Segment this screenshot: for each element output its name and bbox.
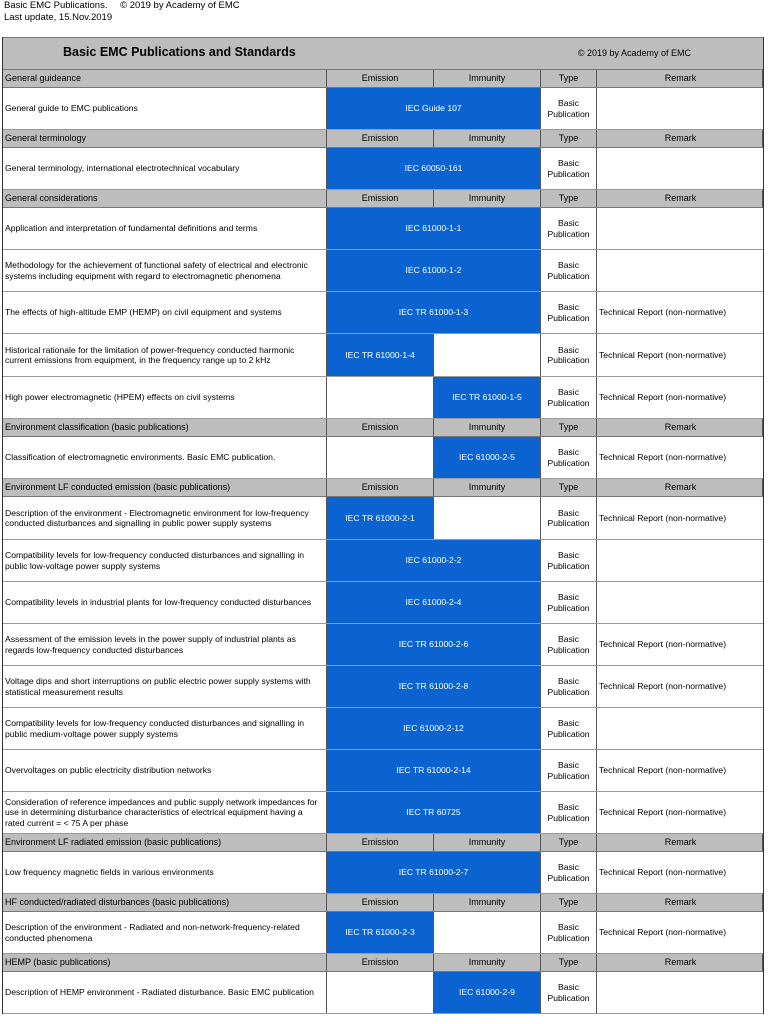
type-cell: Basic Publication xyxy=(541,792,597,833)
standard-cell-emission: IEC TR 61000-2-3 xyxy=(327,912,434,953)
column-header-type: Type xyxy=(541,419,597,436)
remark-cell: Technical Report (non-normative) xyxy=(599,307,727,318)
table-row xyxy=(3,377,763,419)
standard-cell: IEC TR 61000-1-3 xyxy=(327,292,541,333)
column-header-remark: Remark xyxy=(597,130,763,147)
type-cell: Basic Publication xyxy=(541,750,597,791)
title-copyright: © 2019 by Academy of EMC xyxy=(577,48,691,58)
type-cell: Basic Publication xyxy=(541,972,597,1013)
column-header-immunity: Immunity xyxy=(434,894,541,911)
column-header-remark: Remark xyxy=(597,894,763,911)
meta-last-update: Last update, 15.Nov.2019 xyxy=(4,12,113,23)
row-description: Description of the environment - Electromagnetic environment for low-frequency conducted disturbances and signalling in public power supply systems xyxy=(3,497,327,539)
row-description: General guide to EMC publications xyxy=(3,88,327,129)
remark-cell xyxy=(597,88,763,129)
row-description: Compatibility levels in industrial plants for low-frequency conducted disturbances xyxy=(3,582,327,623)
row-description: Compatibility levels for low-frequency conducted disturbances and signalling in public medium-voltage power supply systems xyxy=(3,708,327,749)
document-meta xyxy=(4,0,250,24)
table-row xyxy=(3,208,763,250)
remark-cell: Technical Report (non-normative) xyxy=(599,452,727,463)
row-description: Consideration of reference impedances and public supply network impedances for use in determining disturbance characteristics of electrical equipment having a rated current = < 75 A per phase xyxy=(3,792,327,833)
column-header-emission: Emission xyxy=(327,834,434,851)
table-row xyxy=(3,540,763,582)
remark-cell xyxy=(597,148,763,189)
type-cell: Basic Publication xyxy=(541,624,597,665)
remark-cell: Technical Report (non-normative) xyxy=(599,681,727,692)
type-cell: Basic Publication xyxy=(541,250,597,291)
empty-emission-cell xyxy=(327,437,434,478)
table-row xyxy=(3,292,763,334)
column-header-emission: Emission xyxy=(327,894,434,911)
table-row xyxy=(3,666,763,708)
row-description: Description of HEMP environment - Radiated disturbance. Basic EMC publication xyxy=(3,972,327,1013)
standard-cell-emission: IEC TR 61000-1-4 xyxy=(327,334,434,376)
column-header-remark: Remark xyxy=(597,70,763,87)
column-header-immunity: Immunity xyxy=(434,954,541,971)
column-header-type: Type xyxy=(541,954,597,971)
table-row xyxy=(3,792,763,834)
row-description: High power electromagnetic (HPEM) effects on civil systems xyxy=(3,377,327,418)
remark-cell: Technical Report (non-normative) xyxy=(599,392,727,403)
standard-cell: IEC 61000-2-4 xyxy=(327,582,541,623)
column-header-immunity: Immunity xyxy=(434,479,541,496)
type-cell: Basic Publication xyxy=(541,148,597,189)
section-header xyxy=(3,70,763,88)
section-title: General guideance xyxy=(3,70,327,87)
standard-cell: IEC TR 61000-2-7 xyxy=(327,852,541,893)
remark-cell: Technical Report (non-normative) xyxy=(599,807,727,818)
table-row xyxy=(3,334,763,377)
column-header-remark: Remark xyxy=(597,479,763,496)
table-row xyxy=(3,250,763,292)
standard-cell: IEC 61000-2-12 xyxy=(327,708,541,749)
row-description: General terminology, international electrotechnical vocabulary xyxy=(3,148,327,189)
publications-table xyxy=(2,37,764,1014)
table-row xyxy=(3,88,763,130)
type-cell: Basic Publication xyxy=(541,377,597,418)
type-cell: Basic Publication xyxy=(541,208,597,249)
row-description: Classification of electromagnetic environments. Basic EMC publication. xyxy=(3,437,327,478)
standard-cell: IEC TR 61000-2-8 xyxy=(327,666,541,707)
table-row xyxy=(3,912,763,954)
column-header-emission: Emission xyxy=(327,954,434,971)
remark-cell: Technical Report (non-normative) xyxy=(599,765,727,776)
type-cell: Basic Publication xyxy=(541,540,597,581)
standard-cell-immunity: IEC 61000-2-9 xyxy=(434,972,541,1013)
table-row xyxy=(3,582,763,624)
column-header-remark: Remark xyxy=(597,419,763,436)
column-header-type: Type xyxy=(541,479,597,496)
row-description: Historical rationale for the limitation of power-frequency conducted harmonic current emissions from equipment, in the frequency range up to 2 kHz xyxy=(3,334,327,376)
standard-cell: IEC TR 60725 xyxy=(327,792,541,833)
type-cell: Basic Publication xyxy=(541,88,597,129)
section-title: HEMP (basic publications) xyxy=(3,954,327,971)
row-description: Application and interpretation of fundamental definitions and terms xyxy=(3,208,327,249)
row-description: Methodology for the achievement of functional safety of electrical and electronic systems including equipment with regard to electromagnetic phenomena xyxy=(3,250,327,291)
remark-cell xyxy=(597,708,763,749)
column-header-immunity: Immunity xyxy=(434,419,541,436)
type-cell: Basic Publication xyxy=(541,582,597,623)
section-title: General considerations xyxy=(3,190,327,207)
column-header-emission: Emission xyxy=(327,479,434,496)
table-row xyxy=(3,148,763,190)
remark-cell: Technical Report (non-normative) xyxy=(599,867,727,878)
standard-cell: IEC 61000-1-1 xyxy=(327,208,541,249)
page-title: Basic EMC Publications and Standards xyxy=(63,45,296,59)
column-header-type: Type xyxy=(541,70,597,87)
standard-cell: IEC 60050-161 xyxy=(327,148,541,189)
row-description: Assessment of the emission levels in the power supply of industrial plants as regards low-frequency conducted disturbances xyxy=(3,624,327,665)
type-cell: Basic Publication xyxy=(541,292,597,333)
column-header-remark: Remark xyxy=(597,954,763,971)
section-header xyxy=(3,479,763,497)
table-row xyxy=(3,437,763,479)
remark-cell xyxy=(597,582,763,623)
section-title: Environment LF conducted emission (basic publications) xyxy=(3,479,327,496)
standard-cell-immunity: IEC TR 61000-1-5 xyxy=(434,377,541,418)
empty-emission-cell xyxy=(327,972,434,1013)
row-description: The effects of high-altitude EMP (HEMP) on civil equipment and systems xyxy=(3,292,327,333)
section-header xyxy=(3,419,763,437)
row-description: Compatibility levels for low-frequency conducted disturbances and signalling in public low-voltage power supply systems xyxy=(3,540,327,581)
title-bar xyxy=(3,37,763,70)
column-header-type: Type xyxy=(541,834,597,851)
empty-immunity-cell xyxy=(434,912,541,953)
standard-cell: IEC 61000-2-2 xyxy=(327,540,541,581)
standard-cell: IEC TR 61000-2-6 xyxy=(327,624,541,665)
standard-cell-immunity: IEC 61000-2-5 xyxy=(434,437,541,478)
section-title: HF conducted/radiated disturbances (basic publications) xyxy=(3,894,327,911)
row-description: Low frequency magnetic fields in various environments xyxy=(3,852,327,893)
table-row xyxy=(3,497,763,540)
remark-cell xyxy=(597,540,763,581)
meta-title: Basic EMC Publications. xyxy=(4,0,108,11)
table-row xyxy=(3,750,763,792)
type-cell: Basic Publication xyxy=(541,912,597,953)
section-title: General terminology xyxy=(3,130,327,147)
table-row xyxy=(3,972,763,1014)
remark-cell xyxy=(597,208,763,249)
meta-copyright: © 2019 by Academy of EMC xyxy=(120,0,240,11)
type-cell: Basic Publication xyxy=(541,852,597,893)
row-description: Description of the environment - Radiated and non-network-frequency-related conducted phenomena xyxy=(3,912,327,953)
row-description: Voltage dips and short interruptions on public electric power supply systems with statistical measurement results xyxy=(3,666,327,707)
section-title: Environment classification (basic publications) xyxy=(3,419,327,436)
section-header xyxy=(3,190,763,208)
standard-cell: IEC Guide 107 xyxy=(327,88,541,129)
column-header-immunity: Immunity xyxy=(434,130,541,147)
standard-cell-emission: IEC TR 61000-2-1 xyxy=(327,497,434,539)
section-header xyxy=(3,894,763,912)
type-cell: Basic Publication xyxy=(541,666,597,707)
type-cell: Basic Publication xyxy=(541,334,597,376)
type-cell: Basic Publication xyxy=(541,437,597,478)
empty-immunity-cell xyxy=(434,497,541,539)
empty-immunity-cell xyxy=(434,334,541,376)
column-header-emission: Emission xyxy=(327,419,434,436)
column-header-immunity: Immunity xyxy=(434,190,541,207)
standard-cell: IEC 61000-1-2 xyxy=(327,250,541,291)
type-cell: Basic Publication xyxy=(541,497,597,539)
section-header xyxy=(3,954,763,972)
row-description: Overvoltages on public electricity distribution networks xyxy=(3,750,327,791)
column-header-remark: Remark xyxy=(597,834,763,851)
remark-cell: Technical Report (non-normative) xyxy=(599,349,727,360)
section-header xyxy=(3,834,763,852)
section-header xyxy=(3,130,763,148)
table-row xyxy=(3,708,763,750)
section-title: Environment LF radiated emission (basic publications) xyxy=(3,834,327,851)
column-header-type: Type xyxy=(541,894,597,911)
column-header-emission: Emission xyxy=(327,70,434,87)
column-header-emission: Emission xyxy=(327,130,434,147)
column-header-emission: Emission xyxy=(327,190,434,207)
column-header-immunity: Immunity xyxy=(434,70,541,87)
standard-cell: IEC TR 61000-2-14 xyxy=(327,750,541,791)
remark-cell: Technical Report (non-normative) xyxy=(599,927,727,938)
table-row xyxy=(3,624,763,666)
table-row xyxy=(3,852,763,894)
column-header-immunity: Immunity xyxy=(434,834,541,851)
type-cell: Basic Publication xyxy=(541,708,597,749)
remark-cell xyxy=(597,250,763,291)
empty-emission-cell xyxy=(327,377,434,418)
column-header-remark: Remark xyxy=(597,190,763,207)
remark-cell: Technical Report (non-normative) xyxy=(599,639,727,650)
remark-cell: Technical Report (non-normative) xyxy=(599,512,727,523)
column-header-type: Type xyxy=(541,130,597,147)
column-header-type: Type xyxy=(541,190,597,207)
remark-cell xyxy=(597,972,763,1013)
